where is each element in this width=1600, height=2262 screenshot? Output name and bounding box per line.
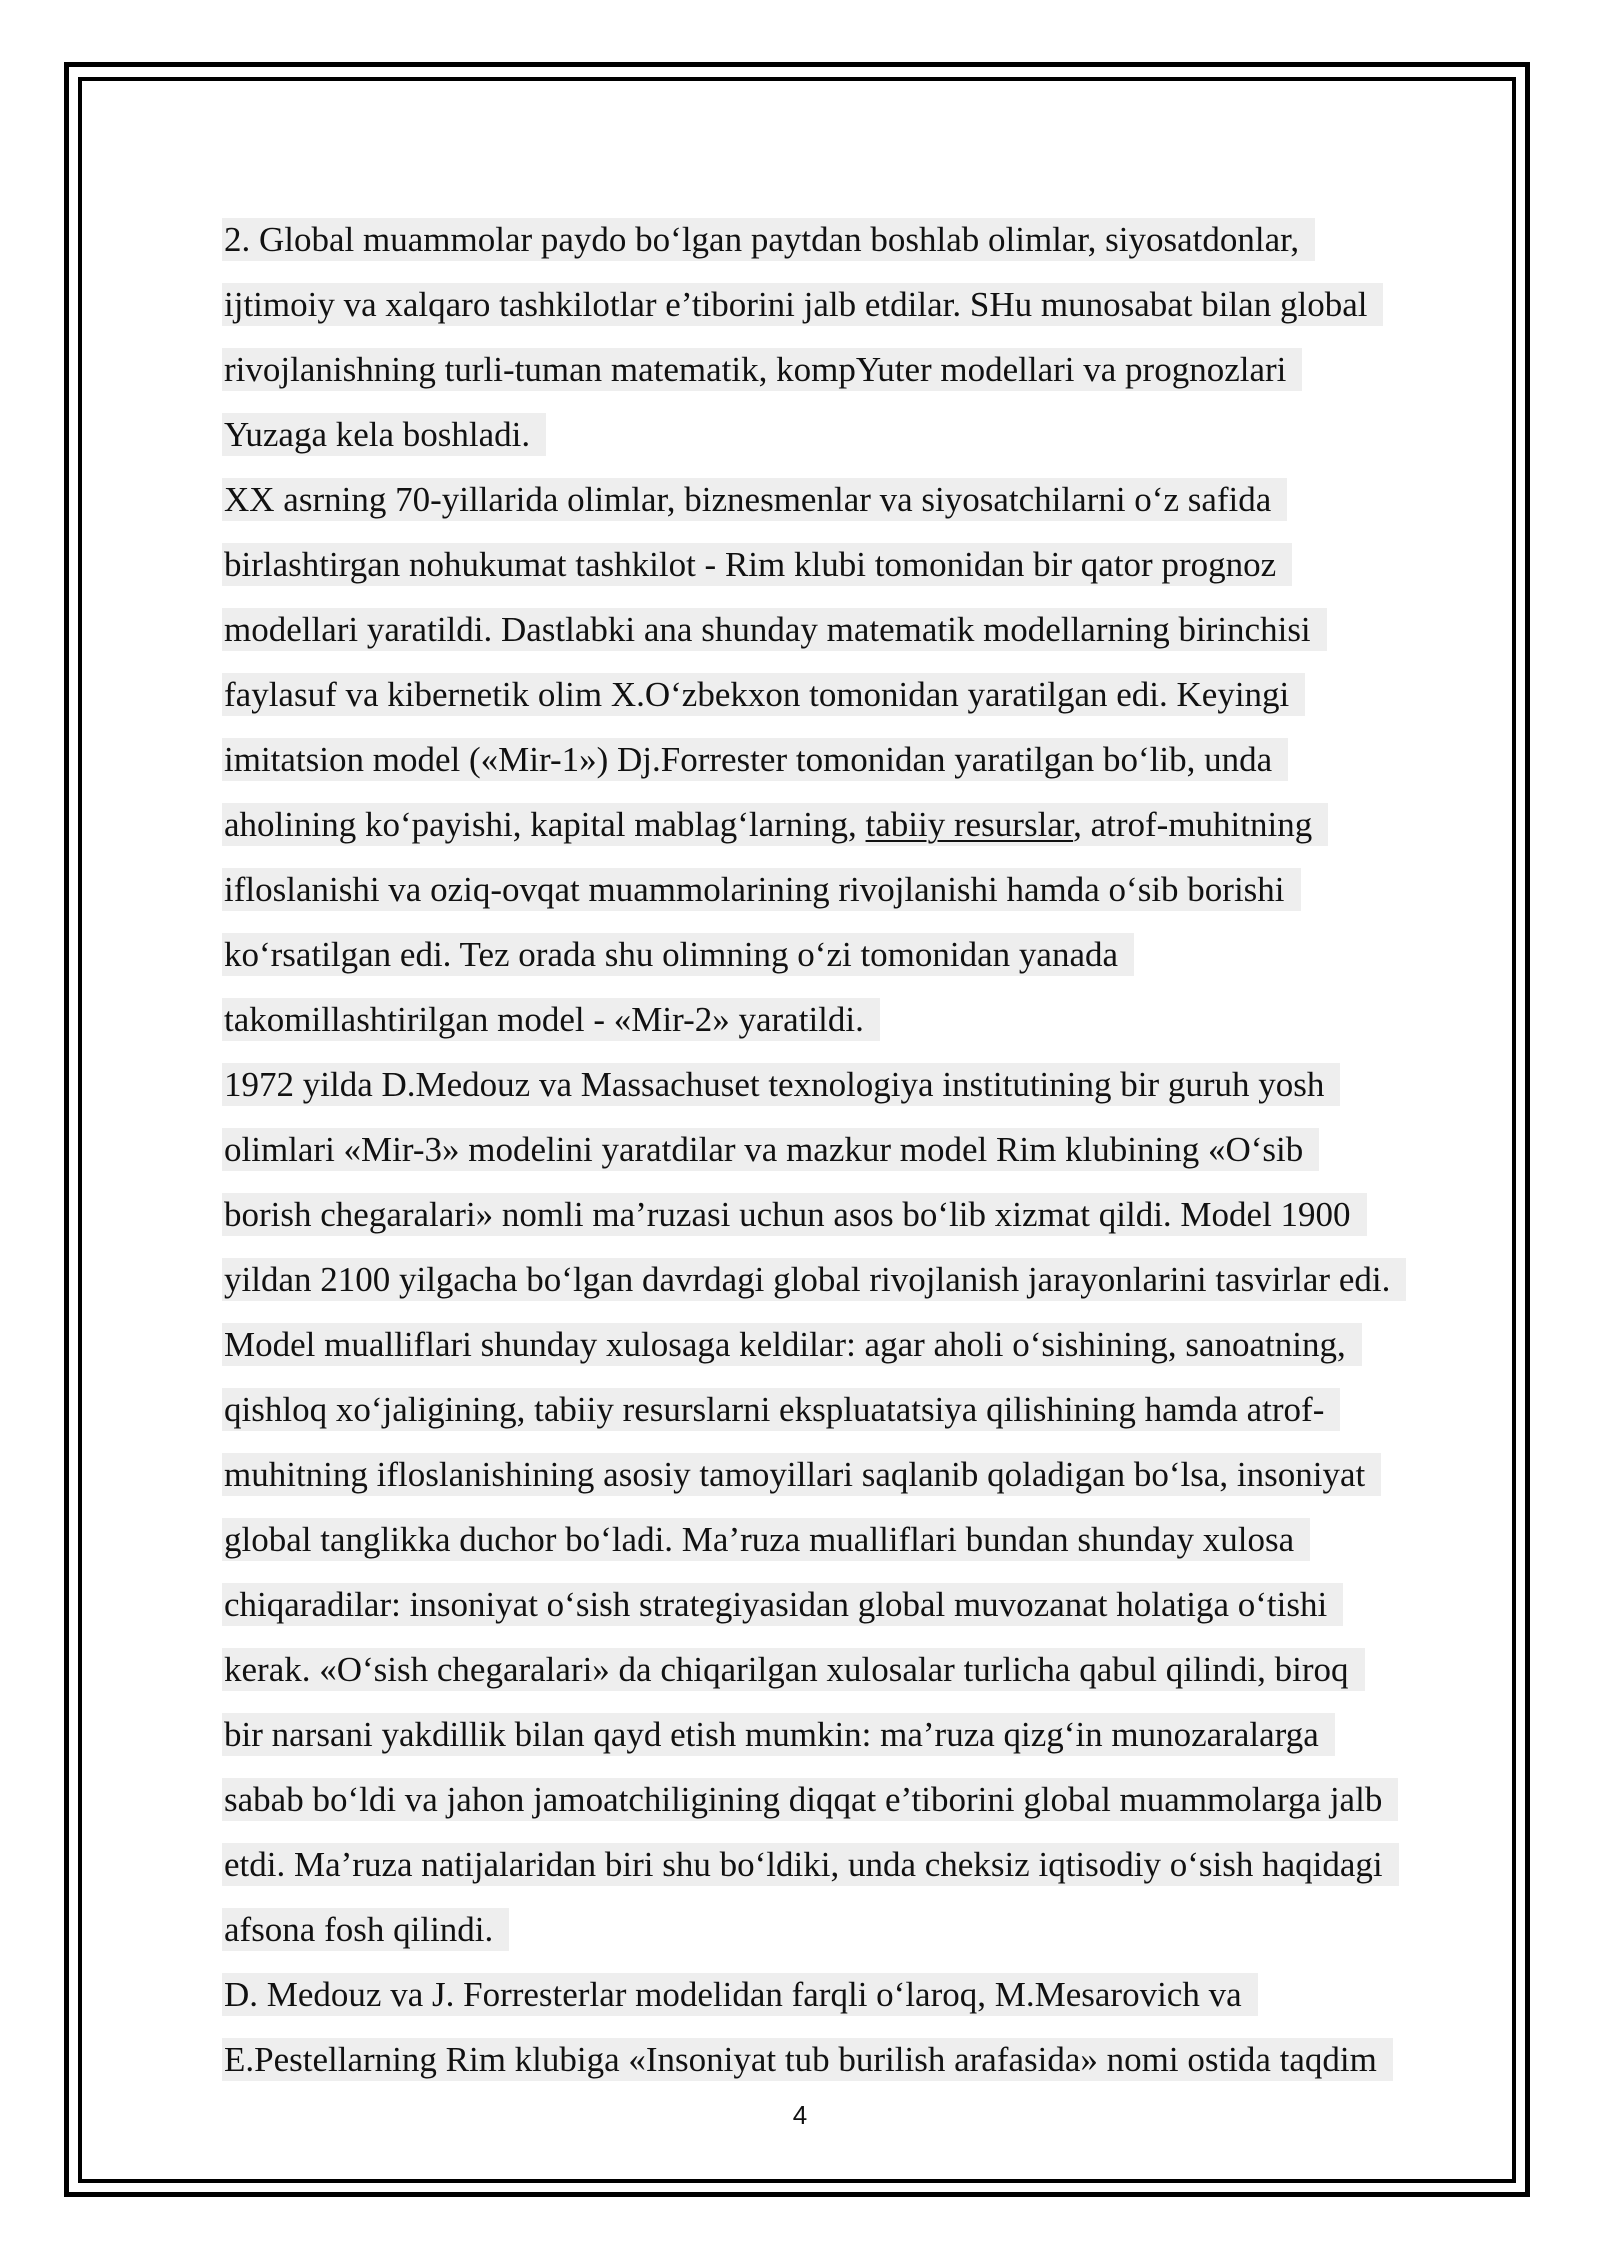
text-line-content: sabab bo‘ldi va jahon jamoatchiligining diqqat e’tiborini global muammolarga jalb bbox=[224, 1780, 1396, 1819]
text-line-content: ijtimoiy va xalqaro tashkilotlar e’tiborini jalb etdilar. SHu munosabat bilan global bbox=[224, 285, 1381, 324]
text-line-content: rivojlanishning turli-tuman matematik, kompYuter modellari va prognozlari bbox=[224, 350, 1300, 389]
text-segment: aholining ko‘payishi, kapital mablag‘larning, bbox=[224, 805, 866, 844]
text-line bbox=[224, 405, 1514, 470]
text-line-content: etdi. Ma’ruza natijalaridan biri shu bo‘ldiki, unda cheksiz iqtisodiy o‘sish haqidagi bbox=[224, 1845, 1397, 1884]
text-line-content: ifloslanishi va oziq-ovqat muammolarining rivojlanishi hamda o‘sib borishi bbox=[224, 870, 1299, 909]
text-line-content: Model mualliflari shunday xulosaga keldilar: agar aholi o‘sishining, sanoatning, bbox=[224, 1325, 1360, 1364]
text-line bbox=[224, 1640, 1514, 1705]
text-line bbox=[224, 1510, 1514, 1575]
text-line-content: D. Medouz va J. Forresterlar modelidan farqli o‘laroq, M.Mesarovich va bbox=[224, 1975, 1256, 2014]
text-line bbox=[224, 275, 1514, 340]
text-line-content: kerak. «O‘sish chegaralari» da chiqarilgan xulosalar turlicha qabul qilindi, biroq bbox=[224, 1650, 1363, 1689]
document-body bbox=[224, 210, 1514, 2095]
text-line bbox=[224, 1900, 1514, 1965]
text-segment: , atrof-muhitning bbox=[1073, 805, 1313, 844]
text-line bbox=[224, 665, 1514, 730]
text-line-content: bir narsani yakdillik bilan qayd etish mumkin: ma’ruza qizg‘in munozaralarga bbox=[224, 1715, 1333, 1754]
page-number: 4 bbox=[792, 2100, 808, 2130]
text-line-content: 1972 yilda D.Medouz va Massachuset texnologiya institutining bir guruh yosh bbox=[224, 1065, 1338, 1104]
text-line-content: Yuzaga kela boshladi. bbox=[224, 415, 544, 454]
text-line bbox=[224, 925, 1514, 990]
text-line-content: faylasuf va kibernetik olim X.O‘zbekxon tomonidan yaratilgan edi. Keyingi bbox=[224, 675, 1303, 714]
text-line-content: muhitning ifloslanishining asosiy tamoyillari saqlanib qoladigan bo‘lsa, insoniyat bbox=[224, 1455, 1379, 1494]
text-line bbox=[224, 1965, 1514, 2030]
text-line-content: ko‘rsatilgan edi. Tez orada shu olimning o‘zi tomonidan yanada bbox=[224, 935, 1132, 974]
text-line bbox=[224, 1770, 1514, 1835]
text-line-content: birlashtirgan nohukumat tashkilot - Rim klubi tomonidan bir qator prognoz bbox=[224, 545, 1290, 584]
natural-resources-link[interactable]: tabiiy resurslar bbox=[865, 805, 1074, 844]
text-line-content: imitatsion model («Mir-1») Dj.Forrester tomonidan yaratilgan bo‘lib, unda bbox=[224, 740, 1286, 779]
text-line bbox=[224, 1120, 1514, 1185]
text-line bbox=[224, 1705, 1514, 1770]
text-line-content: global tanglikka duchor bo‘ladi. Ma’ruza mualliflari bundan shunday xulosa bbox=[224, 1520, 1308, 1559]
text-line-content: modellari yaratildi. Dastlabki ana shunday matematik modellarning birinchisi bbox=[224, 610, 1325, 649]
text-line bbox=[224, 210, 1514, 275]
text-line-content: E.Pestellarning Rim klubiga «Insoniyat tub burilish arafasida» nomi ostida taqdim bbox=[224, 2040, 1391, 2079]
text-line bbox=[224, 1250, 1514, 1315]
text-line-content: chiqaradilar: insoniyat o‘sish strategiyasidan global muvozanat holatiga o‘tishi bbox=[224, 1585, 1341, 1624]
text-line bbox=[224, 1055, 1514, 1120]
text-line bbox=[224, 1380, 1514, 1445]
text-line bbox=[224, 1445, 1514, 1510]
text-line-content: XX asrning 70-yillarida olimlar, biznesmenlar va siyosatchilarni o‘z safida bbox=[224, 480, 1285, 519]
text-line bbox=[224, 990, 1514, 1055]
text-line bbox=[224, 2030, 1514, 2095]
text-line bbox=[224, 1575, 1514, 1640]
text-line bbox=[224, 1315, 1514, 1380]
text-line-content: borish chegaralari» nomli ma’ruzasi uchun asos bo‘lib xizmat qildi. Model 1900 bbox=[224, 1195, 1365, 1234]
text-line bbox=[224, 1835, 1514, 1900]
text-line-content: 2. Global muammolar paydo bo‘lgan paytdan boshlab olimlar, siyosatdonlar, bbox=[224, 220, 1313, 259]
text-line-content: afsona fosh qilindi. bbox=[224, 1910, 507, 1949]
text-line-content: yildan 2100 yilgacha bo‘lgan davrdagi global rivojlanish jarayonlarini tasvirlar edi. bbox=[224, 1260, 1404, 1299]
text-line bbox=[224, 1185, 1514, 1250]
text-line-content: qishloq xo‘jaligining, tabiiy resurslarni ekspluatatsiya qilishining hamda atrof- bbox=[224, 1390, 1338, 1429]
text-line bbox=[224, 860, 1514, 925]
text-line-content: takomillashtirilgan model - «Mir-2» yaratildi. bbox=[224, 1000, 878, 1039]
text-line-content bbox=[224, 805, 1326, 844]
text-line bbox=[224, 340, 1514, 405]
text-line bbox=[224, 600, 1514, 665]
text-line bbox=[224, 535, 1514, 600]
text-line bbox=[224, 470, 1514, 535]
text-line bbox=[224, 730, 1514, 795]
text-line bbox=[224, 795, 1514, 860]
text-line-content: olimlari «Mir-3» modelini yaratdilar va mazkur model Rim klubining «O‘sib bbox=[224, 1130, 1317, 1169]
